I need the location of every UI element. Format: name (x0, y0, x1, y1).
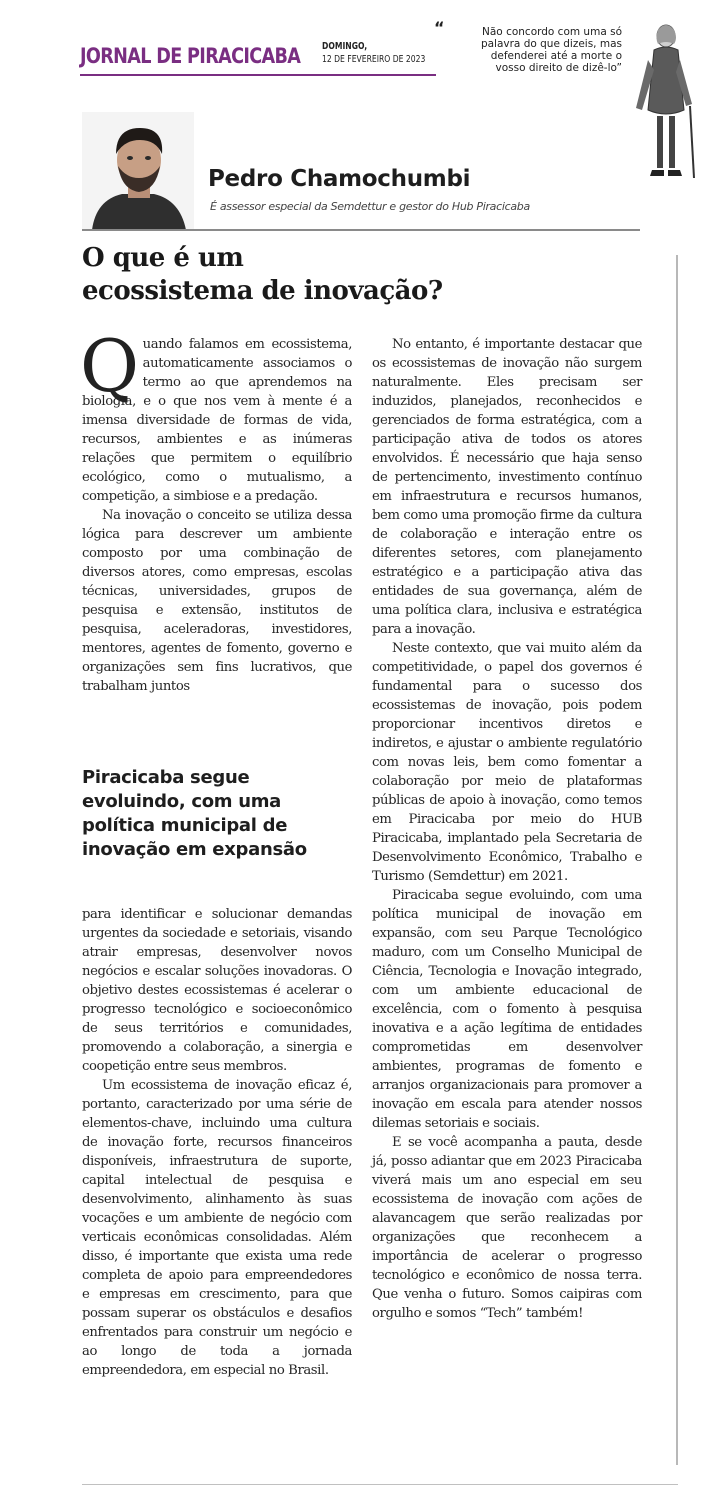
quote-mark: “ (434, 18, 445, 37)
paragraph-6: Piracicaba segue evoluindo, com uma política municipal de inovação em expansão, com seu Parque Tecnológico maduro, com um Conselho Municipal de Ciência, Tecnologia e Inovação integrado, com um ambiente educacional de excelência, com o fomento à pesquisa inovativa e a ação legítima de entidades comprometidas em desenvolver ambientes, programas de fomento e arranjos organizacionais para promover a inovação em escala para atender nossos dilemas setoriais e sociais. (372, 888, 642, 1131)
masthead-rule (80, 74, 436, 76)
newspaper-title: JORNAL DE PIRACICABA (80, 44, 301, 68)
article-headline (82, 242, 642, 308)
publication-date-text: 12 DE FEVEREIRO DE 2023 (322, 54, 426, 65)
publication-date (322, 40, 425, 66)
author-name: Pedro Chamochumbi (208, 166, 471, 192)
header-rule (82, 229, 640, 231)
article-subhead: Piracicaba segue evoluindo, com uma política municipal de inovação em expansão (82, 767, 307, 860)
quote-line-3: defenderei até a morte o (490, 50, 622, 62)
bottom-rule (82, 1484, 678, 1485)
author-photo (82, 112, 194, 230)
article-column-2 (372, 335, 642, 1323)
publication-day: DOMINGO, (322, 41, 368, 52)
paragraph-1 (80, 324, 352, 506)
right-column-rule (676, 255, 678, 1465)
masthead (80, 38, 440, 74)
paragraph-3: Um ecossistema de inovação eficaz é, portanto, caracterizado por uma série de elementos-chave, incluindo uma cultura de inovação forte, recursos financeiros disponíveis, infraestrutura de suporte, capital intelectual de pesquisa e desenvolvimento, alinhamento às suas vocações e um ambiente de negócio com verticais econômicas consolidadas. Além disso, é importante que exista uma rede completa de apoio para empreendedores e empresas em crescimento, para que possam superar os obstáculos e desafios enfrentados para construir um negócio e ao longo de toda a jornada empreendedora, em especial no Brasil. (82, 1078, 352, 1378)
paragraph-7: E se você acompanha a pauta, desde já, posso adiantar que em 2023 Piracicaba viverá mais um ano especial em seu ecossistema de inovação com ações de alavancagem que serão realizadas por organizações que reconhecem a importância de acelerar o progresso tecnológico e econômico de nossa terra. Que venha o futuro. Somos caipiras com orgulho e somos “Tech” também! (372, 1135, 642, 1321)
quote-line-1: Não concordo com uma só (482, 26, 622, 38)
paragraph-5: Neste contexto, que vai muito além da competitividade, o papel dos governos é fundamental para o sucesso dos ecossistemas de inovação, pois podem proporcionar incentivos diretos e indiretos, e ajustar o ambiente regulatório com novas leis, bem como fomentar a colaboração por meio de plataformas públicas de apoio à inovação, como temos em Piracicaba por meio do HUB Piracicaba, implantado pela Secretaria de Desenvolvimento Econômico, Trabalho e Turismo (Semdettur) em 2021. (372, 641, 642, 884)
headline-line-1: O que é um (82, 243, 244, 273)
voltaire-quote (434, 18, 622, 74)
drop-cap: Q (80, 324, 139, 408)
voltaire-illustration (628, 20, 700, 192)
paragraph-1-text: uando falamos em ecossistema, automaticamente associamos o termo ao que aprendemos na biologia, e o que nos vem à mente é a imensa diversidade de formas de vida, recursos, ambientes e as inúmeras relações que permitem o equilíbrio ecológico, como o mutualismo, a competição, a simbiose e a predação. (82, 337, 352, 504)
quote-line-2: palavra do que dizeis, mas (480, 38, 622, 50)
paragraph-2-continued: para identificar e solucionar demandas urgentes da sociedade e setoriais, visando atrair empresas, desenvolver novos negócios e escalar soluções inovadoras. O objetivo destes ecossistemas é acelerar o progresso tecnológico e socioeconômico de seus territórios e comunidades, promovendo a colaboração, a sinergia e coopetição entre seus membros. (82, 907, 352, 1074)
author-bio: É assessor especial da Semdettur e gestor do Hub Piracicaba (210, 200, 530, 213)
headline-line-2: ecossistema de inovação? (82, 276, 443, 306)
paragraph-2: Na inovação o conceito se utiliza dessa lógica para descrever um ambiente composto por uma combinação de diversos atores, como empresas, escolas técnicas, universidades, grupos de pesquisa e extensão, institutos de pesquisa, aceleradoras, investidores, mentores, agentes de fomento, governo e organizações sem fins lucrativos, que trabalham juntos (82, 508, 352, 694)
article-column-1-top (80, 324, 352, 696)
paragraph-4: No entanto, é importante destacar que os ecossistemas de inovação não surgem naturalmente. Eles precisam ser induzidos, planejados, reconhecidos e gerenciados de forma estratégica, com a participação ativa de todos os atores envolvidos. É necessário que haja senso de pertencimento, investimento contínuo em infraestrutura e recursos humanos, bem como uma promoção firme da cultura de colaboração e interação entre os diferentes setores, com planejamento estratégico e a participação ativa das entidades de sua governança, além de uma política clara, inclusiva e estratégica para a inovação. (372, 337, 642, 637)
article-column-1-bottom (82, 905, 352, 1380)
quote-line-4: vosso direito de dizê-lo” (495, 62, 622, 74)
